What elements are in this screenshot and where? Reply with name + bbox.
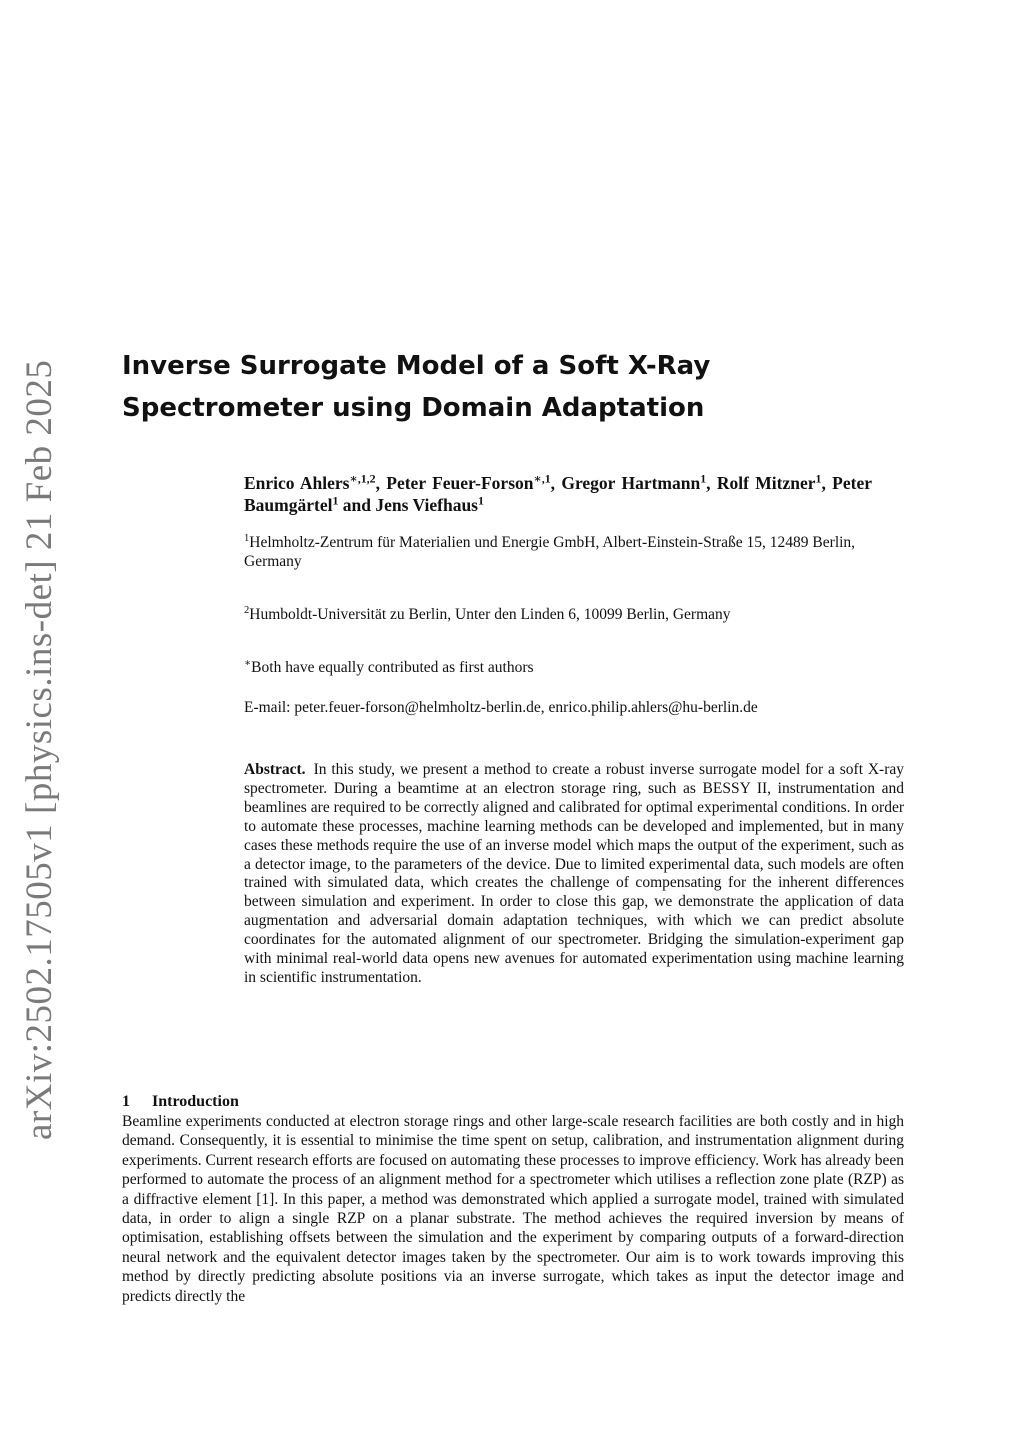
abstract (244, 761, 904, 988)
author-name: Jens Viefhaus (375, 495, 478, 515)
paper-title: Inverse Surrogate Model of a Soft X-Ray Spectrometer using Domain Adaptation (122, 351, 711, 423)
affiliation-marker: 1 (244, 533, 250, 545)
author-name: Peter Baumgärtel (244, 473, 872, 515)
author-separator: and (338, 495, 376, 515)
affiliation-1 (244, 533, 904, 571)
section-heading (122, 1093, 239, 1111)
author-separator: , (706, 473, 717, 493)
abstract-text: In this study, we present a method to create a robust inverse surrogate model for a soft X-ray spectrometer. During a beamtime at an electron storage ring, such as BESSY II, instrumentation and beamlines are required to be correctly aligned and calibrated for optimal experimental conditions. In order to automate these processes, machine learning methods can be developed and implemented, but in many cases these methods require the use of an inverse model which maps the output of the experiment, such as a detector image, to the parameters of the device. Due to limited experimental data, such models are often trained with simulated data, which creates the challenge of compensating for the inherent differences between simulation and experiment. In order to close this gap, we demonstrate the application of data augmentation and adversarial domain adaptation techniques, with which we can predict absolute coordinates for the automated alignment of our spectrometer. Bridging the simulation-experiment gap with minimal real-world data opens new avenues for automated experimentation using machine learning in scientific instrumentation. (244, 761, 904, 986)
note-marker: ∗ (244, 658, 252, 670)
affiliation-text: Helmholtz-Zentrum für Materialien und Energie GmbH, Albert-Einstein-Straße 15, 12489 Berlin, Germany (244, 534, 856, 570)
author-affiliation-marker: ∗,1,2 (349, 471, 376, 486)
author-name: Enrico Ahlers (244, 473, 350, 493)
author-affiliation-marker: 1 (477, 493, 484, 508)
equal-contribution-note (244, 658, 904, 677)
author-separator: , (550, 473, 562, 493)
author-separator: , (375, 473, 387, 493)
note-text: Both have equally contributed as first authors (251, 659, 534, 676)
author-name: Gregor Hartmann (561, 473, 701, 493)
affiliation-2 (244, 605, 904, 624)
author-affiliation-marker: 1 (815, 471, 822, 486)
affiliation-text: Humboldt-Universität zu Berlin, Unter den Linden 6, 10099 Berlin, Germany (249, 606, 731, 623)
author-name: Rolf Mitzner (716, 473, 816, 493)
author-affiliation-marker: 1 (332, 493, 339, 508)
section-number: 1 (122, 1093, 130, 1110)
author-affiliation-marker: 1 (700, 471, 707, 486)
author-list (244, 472, 872, 516)
author-name: Peter Feuer-Forson (386, 473, 534, 493)
author-affiliation-marker: ∗,1 (533, 471, 551, 486)
author-separator: , (821, 473, 833, 493)
abstract-label: Abstract. (244, 761, 306, 778)
arxiv-identifier: arXiv:2502.17505v1 [physics.ins-det] 21 Feb 2025 (19, 359, 60, 1140)
introduction-paragraph: Beamline experiments conducted at electron storage rings and other large-scale research facilities are both costly and in high demand. Consequently, it is essential to minimise the time spent on setup, calibration, and instrumentation alignment during experiments. Current research efforts are focused on automating these processes to improve efficiency. Work has already been performed to automate the process of an alignment method for a spectrometer which utilises a reflection zone plate (RZP) as a diffractive element [1]. In this paper, a method was demonstrated which applied a surrogate model, trained with simulated data, in order to align a single RZP on a planar substrate. The method achieves the required inversion by means of optimisation, establishing offsets between the simulation and the experiment by comparing outputs of a forward-direction neural network and the equivalent detector images taken by the spectrometer. Our aim is to work towards improving this method by directly predicting absolute positions via an inverse surrogate, which takes as input the detector image and predicts directly the (122, 1113, 904, 1305)
affiliation-marker: 2 (244, 605, 250, 617)
section-title: Introduction (152, 1093, 239, 1110)
contact-email: E-mail: peter.feuer-forson@helmholtz-berlin.de, enrico.philip.ahlers@hu-berlin.de (244, 699, 758, 716)
